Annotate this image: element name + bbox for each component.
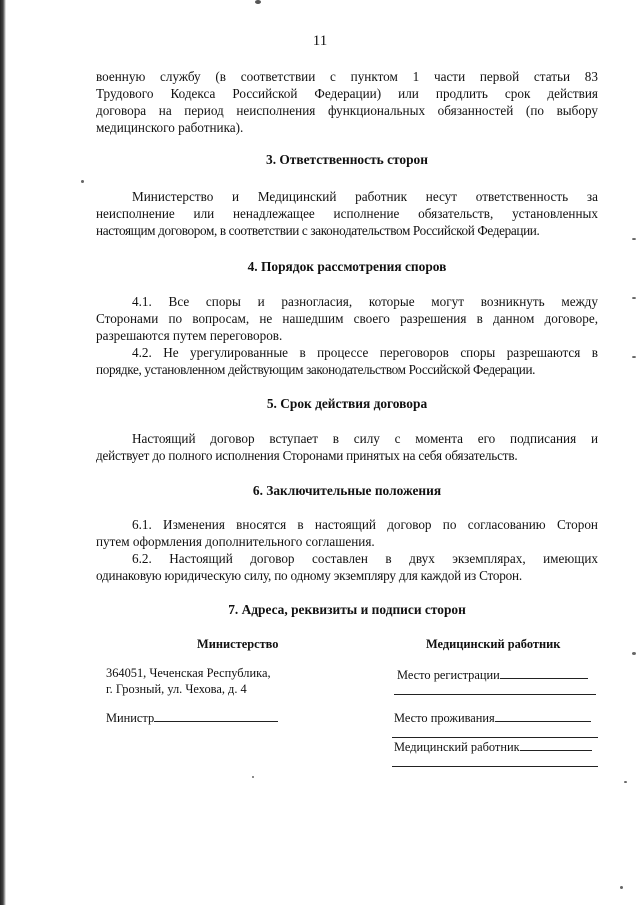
minister-signature-field[interactable]	[106, 709, 278, 726]
scan-speck	[255, 0, 261, 4]
scan-speck	[632, 238, 636, 240]
worker-signature-field[interactable]	[394, 738, 592, 755]
section-3-line: настоящим договором, в соответствии с законодательством Российской Федерации.	[96, 223, 540, 238]
section-7-heading: 7. Адреса, реквизиты и подписи сторон	[228, 602, 466, 617]
worker-signature-label: Медицинский работник	[394, 740, 520, 754]
section-5-paragraph	[96, 430, 598, 464]
ministry-address-line: 364051, Чеченская Республика,	[106, 666, 271, 680]
section-6-line: путем оформления дополнительного соглашения.	[96, 534, 375, 549]
residence-field[interactable]	[394, 709, 591, 726]
section-4-line: 4.1. Все споры и разногласия, которые могут возникнуть между	[132, 294, 598, 309]
ministry-address-line: г. Грозный, ул. Чехова, д. 4	[106, 682, 247, 696]
intro-line: Трудового Кодекса Российской Федерации) или продлить срок действия	[96, 86, 598, 101]
section-6-heading: 6. Заключительные положения	[252, 483, 442, 498]
section-4-line: разрешаются путем переговоров.	[96, 328, 283, 343]
worker-column-title: Медицинский работник	[426, 637, 561, 651]
section-5-line: действует до полного исполнения Сторонами принятых на себя обязательств.	[96, 448, 518, 463]
section-5-line: Настоящий договор вступает в силу с момента его подписания и	[132, 431, 598, 446]
residence-line[interactable]	[495, 709, 591, 722]
worker-signature-extra-line[interactable]	[392, 766, 598, 767]
intro-line: медицинского работника).	[96, 120, 244, 135]
section-5-heading: 5. Срок действия договора	[266, 396, 428, 411]
minister-signature-line[interactable]	[154, 709, 278, 722]
registration-label: Место регистрации	[397, 668, 500, 682]
intro-line: военную службу (в соответствии с пунктом 1 части первой статьи 83	[96, 69, 598, 84]
section-4-paragraph-1	[96, 293, 598, 344]
section-4-paragraph-2	[96, 344, 598, 378]
section-6-line: 6.1. Изменения вносятся в настоящий договор по согласованию Сторон	[132, 517, 598, 532]
section-6-paragraph-1	[96, 516, 598, 550]
registration-field[interactable]	[397, 666, 588, 683]
worker-signature-line[interactable]	[520, 738, 592, 751]
scan-speck	[632, 356, 636, 358]
ministry-column-title: Министерство	[197, 637, 279, 651]
scan-speck	[252, 776, 254, 778]
section-4-heading: 4. Порядок рассмотрения споров	[247, 259, 447, 274]
section-4-line: 4.2. Не урегулированные в процессе переговоров споры разрешаются в	[132, 345, 598, 360]
section-6-paragraph-2	[96, 550, 598, 584]
section-3-heading: 3. Ответственность сторон	[266, 152, 428, 167]
section-3-line: Министерство и Медицинский работник несут ответственность за	[132, 189, 598, 204]
minister-signature-label: Министр	[106, 711, 155, 725]
intro-line: договора на период неисполнения функциональных обязанностей (по выбору	[96, 103, 598, 118]
ministry-address	[106, 665, 271, 697]
scan-speck	[632, 652, 636, 655]
scan-speck	[632, 297, 636, 299]
scan-speck	[620, 886, 623, 889]
scan-speck	[81, 180, 84, 183]
residence-label: Место проживания	[394, 711, 495, 725]
section-6-line: одинаковую юридическую силу, по одному экземпляру для каждой из Сторон.	[96, 568, 523, 583]
registration-extra-line[interactable]	[394, 694, 596, 695]
section-3-line: неисполнение или ненадлежащее исполнение обязательств, установленных	[96, 206, 598, 221]
section-4-line: порядке, установленном действующим законодательством Российской Федерации.	[96, 362, 536, 377]
section-3-paragraph	[96, 188, 598, 239]
page-number: 11	[312, 33, 328, 49]
registration-line[interactable]	[500, 666, 588, 679]
section-4-line: Сторонами по вопросам, не нашедшим своего разрешения в данном договоре,	[96, 311, 598, 326]
section-6-line: 6.2. Настоящий договор составлен в двух экземплярах, имеющих	[132, 551, 598, 566]
intro-paragraph	[96, 68, 598, 136]
scan-speck	[624, 781, 627, 783]
